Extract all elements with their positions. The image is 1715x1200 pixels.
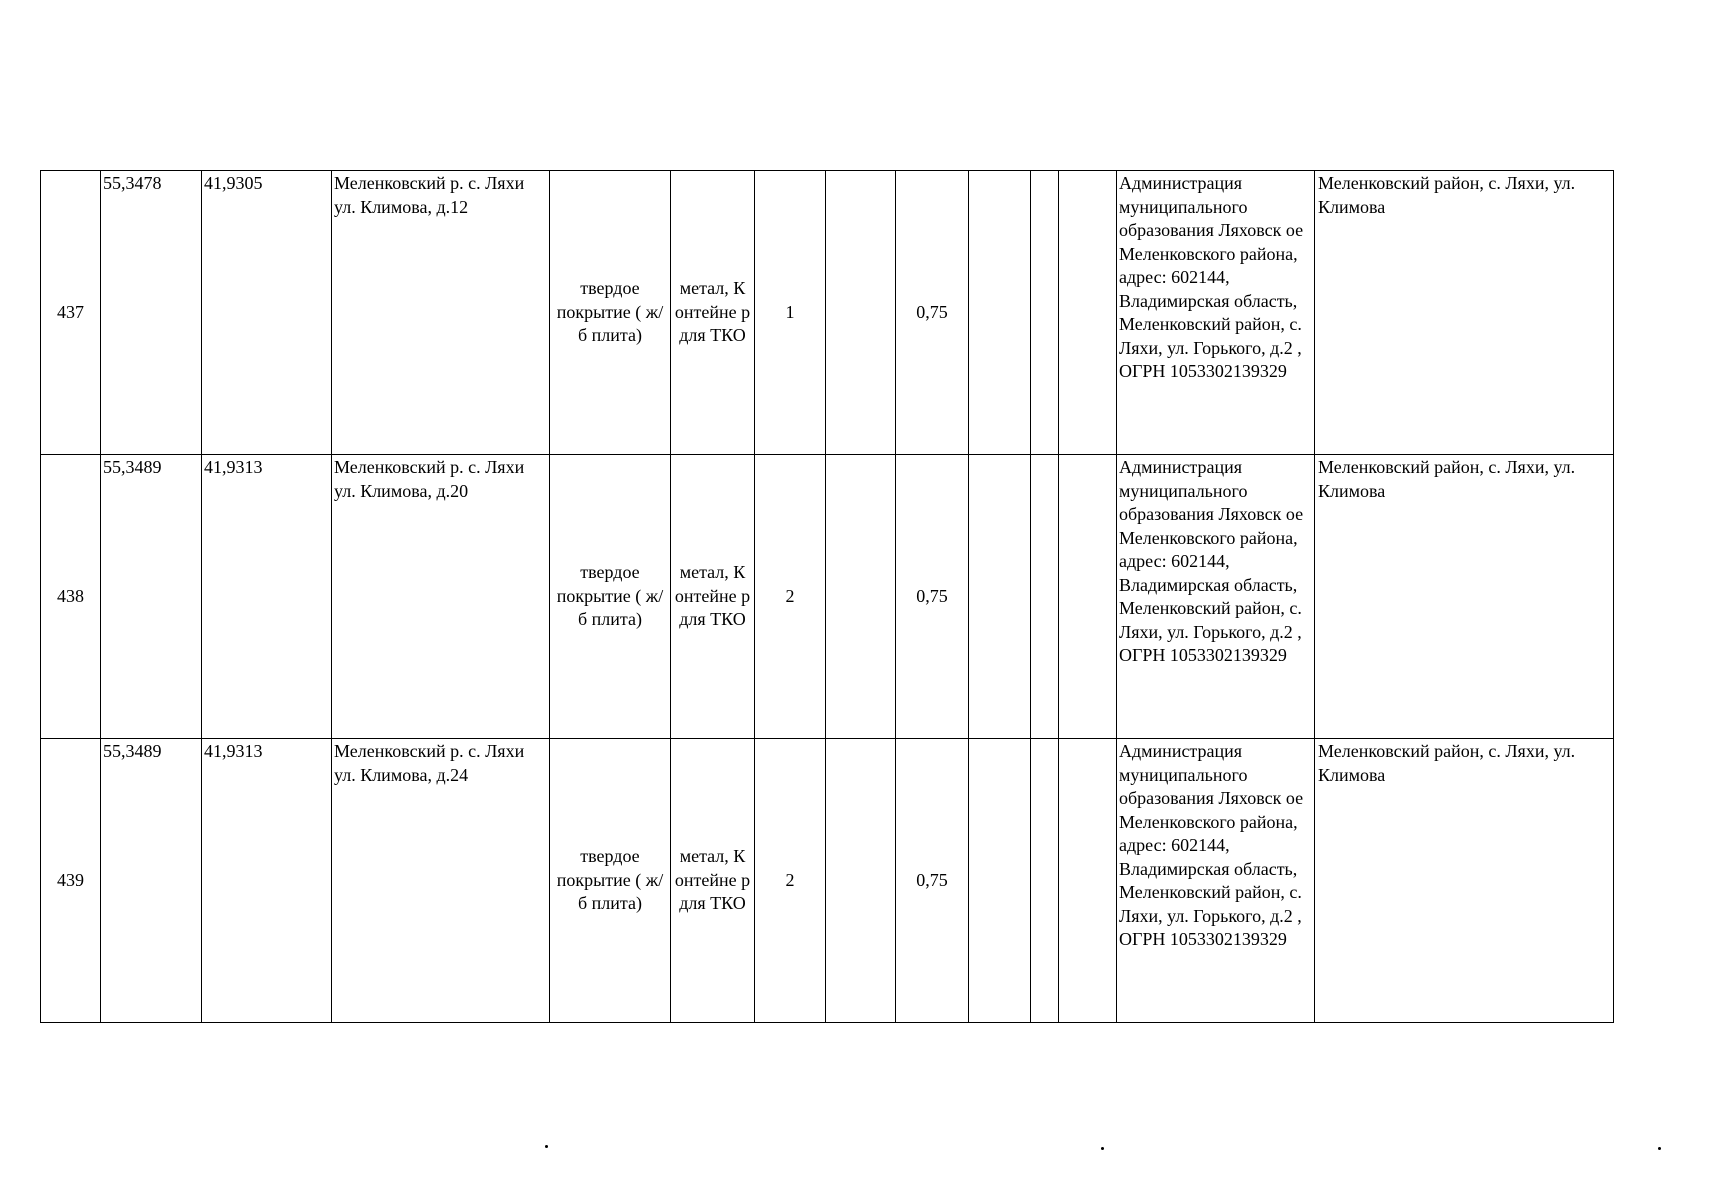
container-count-cell: 1 — [755, 171, 826, 455]
surface-cell: твердое покрытие ( ж/б плита) — [550, 739, 671, 1023]
empty-cell — [826, 171, 896, 455]
container-volume-cell: 0,75 — [896, 455, 969, 739]
owner-cell: Администрация муниципального образования Ляховск ое Меленковского района, адрес: 602144, Владимирская область, Меленковский район, с. Ляхи, ул. Горького, д.2 , ОГРН 1053302139329 — [1117, 171, 1315, 455]
address-cell: Меленковский р. с. Ляхи ул. Климова, д.24 — [332, 739, 550, 1023]
latitude-cell: 55,3489 — [101, 455, 202, 739]
scan-speck — [545, 1145, 548, 1148]
surface-cell: твердое покрытие ( ж/б плита) — [550, 455, 671, 739]
table-row — [41, 455, 1614, 739]
source-place-cell: Меленковский район, с. Ляхи, ул. Климова — [1315, 739, 1614, 1023]
latitude-cell: 55,3489 — [101, 739, 202, 1023]
container-volume-cell: 0,75 — [896, 171, 969, 455]
row-number: 439 — [41, 739, 101, 1023]
empty-cell — [1059, 171, 1117, 455]
empty-cell — [969, 171, 1031, 455]
container-volume-cell: 0,75 — [896, 739, 969, 1023]
empty-cell — [1031, 171, 1059, 455]
container-count-cell: 2 — [755, 739, 826, 1023]
table-row — [41, 171, 1614, 455]
empty-cell — [826, 739, 896, 1023]
empty-cell — [1031, 739, 1059, 1023]
table-row — [41, 739, 1614, 1023]
row-number: 437 — [41, 171, 101, 455]
scan-speck — [1101, 1147, 1104, 1150]
owner-cell: Администрация муниципального образования Ляховск ое Меленковского района, адрес: 602144, Владимирская область, Меленковский район, с. Ляхи, ул. Горького, д.2 , ОГРН 1053302139329 — [1117, 455, 1315, 739]
address-cell: Меленковский р. с. Ляхи ул. Климова, д.20 — [332, 455, 550, 739]
empty-cell — [969, 739, 1031, 1023]
empty-cell — [1031, 455, 1059, 739]
empty-cell — [1059, 739, 1117, 1023]
scan-speck — [1658, 1147, 1661, 1150]
source-place-cell: Меленковский район, с. Ляхи, ул. Климова — [1315, 455, 1614, 739]
longitude-cell: 41,9313 — [202, 739, 332, 1023]
container-material-cell: метал, К онтейне р для ТКО — [671, 739, 755, 1023]
container-material-cell: метал, К онтейне р для ТКО — [671, 455, 755, 739]
empty-cell — [969, 455, 1031, 739]
address-cell: Меленковский р. с. Ляхи ул. Климова, д.12 — [332, 171, 550, 455]
latitude-cell: 55,3478 — [101, 171, 202, 455]
longitude-cell: 41,9313 — [202, 455, 332, 739]
empty-cell — [1059, 455, 1117, 739]
container-count-cell: 2 — [755, 455, 826, 739]
longitude-cell: 41,9305 — [202, 171, 332, 455]
source-place-cell: Меленковский район, с. Ляхи, ул. Климова — [1315, 171, 1614, 455]
row-number: 438 — [41, 455, 101, 739]
surface-cell: твердое покрытие ( ж/б плита) — [550, 171, 671, 455]
owner-cell: Администрация муниципального образования Ляховск ое Меленковского района, адрес: 602144, Владимирская область, Меленковский район, с. Ляхи, ул. Горького, д.2 , ОГРН 1053302139329 — [1117, 739, 1315, 1023]
container-material-cell: метал, К онтейне р для ТКО — [671, 171, 755, 455]
waste-site-registry-table — [40, 170, 1614, 1023]
empty-cell — [826, 455, 896, 739]
